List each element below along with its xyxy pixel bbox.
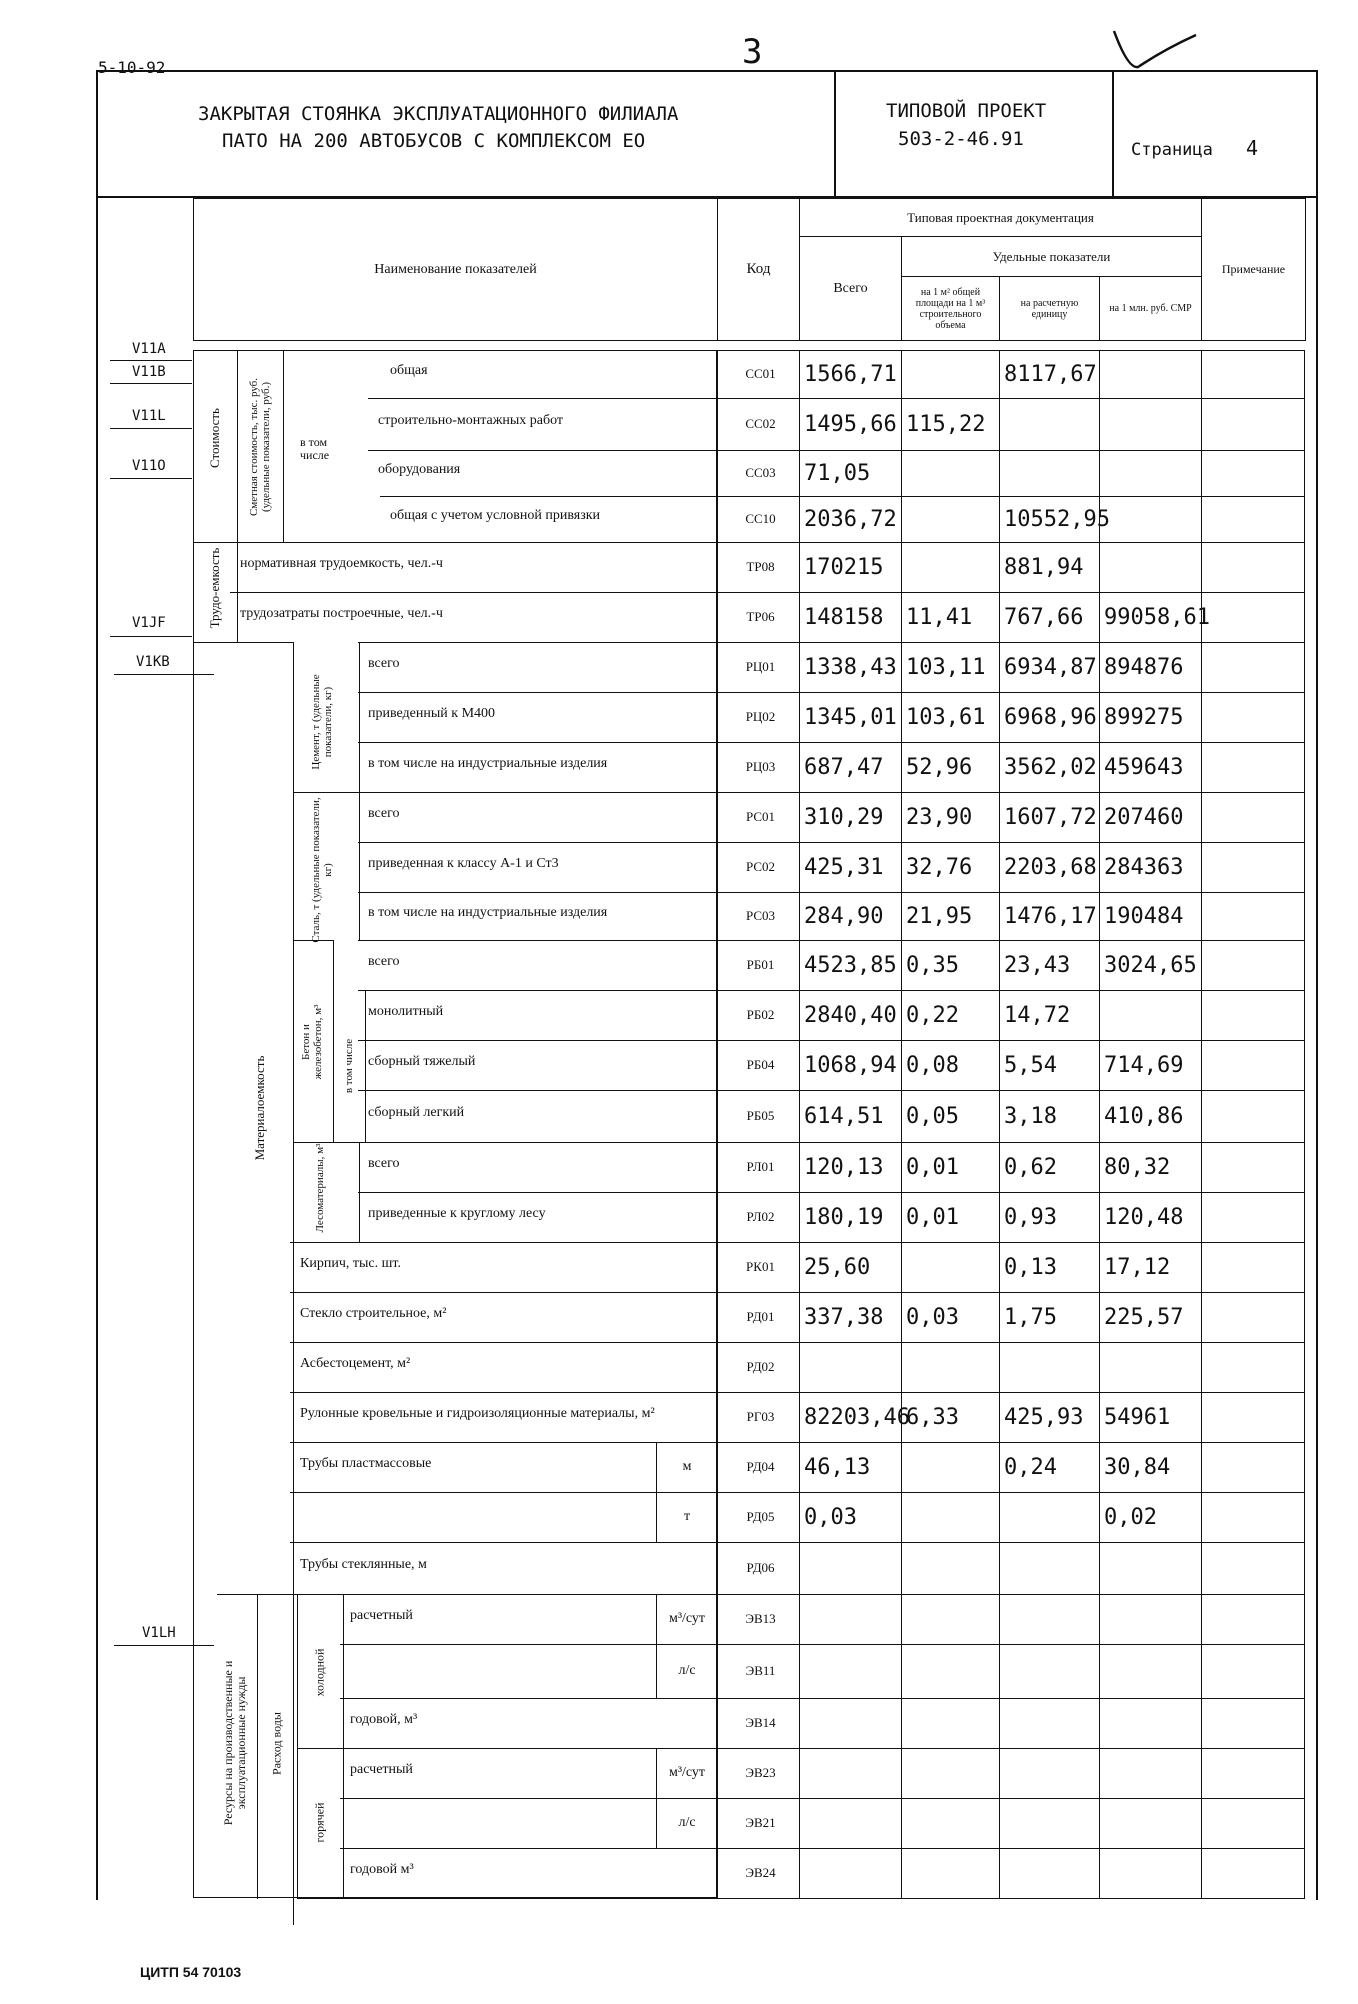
margin-label: V11O	[132, 458, 166, 474]
header-per-area: на 1 м² общей площади на 1 м³ строительного объема	[902, 277, 1000, 341]
cell-per-area	[901, 1748, 999, 1798]
page-label: Страница	[1131, 140, 1213, 160]
cell-code: ТР08	[717, 542, 799, 592]
cell-note	[1201, 1594, 1305, 1644]
cell-per-unit: 425,93	[999, 1392, 1099, 1442]
row-name: Стекло строительное, м²	[300, 1306, 447, 1321]
cell-per-area: 52,96	[901, 742, 999, 792]
cell-per-mln: 225,57	[1099, 1292, 1201, 1342]
cell-per-area	[901, 1798, 999, 1848]
cell-note	[1201, 1644, 1305, 1698]
cell-per-mln	[1099, 398, 1201, 450]
cell-per-mln	[1099, 350, 1201, 398]
cell-code: РЛ02	[717, 1192, 799, 1242]
cell-per-area	[901, 1242, 999, 1292]
cell-per-area: 0,03	[901, 1292, 999, 1342]
cell-per-mln: 284363	[1099, 842, 1201, 892]
cell-per-mln	[1099, 1342, 1201, 1392]
header-note: Примечание	[1202, 199, 1306, 341]
cell-code: РЛ01	[717, 1142, 799, 1192]
cell-per-unit: 8117,67	[999, 350, 1099, 398]
cell-per-area	[901, 350, 999, 398]
group-stal: Сталь, т (удельные показатели, кг)	[310, 797, 334, 943]
table-header	[193, 198, 1306, 341]
cell-note	[1201, 642, 1305, 692]
cell-note	[1201, 1748, 1305, 1798]
cell-per-area: 0,01	[901, 1142, 999, 1192]
row-name: общая с учетом условной привязки	[390, 508, 601, 523]
cell-code: СС10	[717, 496, 799, 542]
row-name: приведенная к классу А-1 и Ст3	[368, 856, 559, 871]
cell-per-unit	[999, 398, 1099, 450]
cell-total: 687,47	[799, 742, 901, 792]
cell-per-unit: 6968,96	[999, 692, 1099, 742]
cell-total	[799, 1644, 901, 1698]
row-name: в том числе на индустриальные изделия	[368, 756, 608, 771]
cell-per-mln: 0,02	[1099, 1492, 1201, 1542]
cell-code: ЭВ24	[717, 1848, 799, 1898]
cell-total: 25,60	[799, 1242, 901, 1292]
row-name: оборудования	[378, 462, 461, 477]
cell-note	[1201, 1242, 1305, 1292]
cell-total: 0,03	[799, 1492, 901, 1542]
cell-total: 1345,01	[799, 692, 901, 742]
cell-note	[1201, 1040, 1305, 1090]
cell-note	[1201, 1798, 1305, 1848]
cell-per-unit	[999, 1594, 1099, 1644]
cell-code: РС01	[717, 792, 799, 842]
cell-per-mln: 894876	[1099, 642, 1201, 692]
group-trudoemkost: Трудо-емкость	[207, 547, 222, 629]
cell-per-unit: 1476,17	[999, 892, 1099, 940]
cell-per-mln: 459643	[1099, 742, 1201, 792]
cell-note	[1201, 398, 1305, 450]
cell-per-unit: 10552,95	[999, 496, 1099, 542]
cell-per-area: 0,08	[901, 1040, 999, 1090]
cell-code: РБ05	[717, 1090, 799, 1142]
cell-per-unit: 0,24	[999, 1442, 1099, 1492]
cell-per-unit: 5,54	[999, 1040, 1099, 1090]
cell-note	[1201, 1142, 1305, 1192]
cell-per-mln	[1099, 1798, 1201, 1848]
cell-per-unit	[999, 1644, 1099, 1698]
cell-total: 2840,40	[799, 990, 901, 1040]
margin-label: V11B	[132, 364, 166, 380]
cell-total: 284,90	[799, 892, 901, 940]
cell-per-mln: 207460	[1099, 792, 1201, 842]
cell-note	[1201, 842, 1305, 892]
cell-code: ЭВ23	[717, 1748, 799, 1798]
footer-stamp: ЦИТП 54 70103	[140, 1964, 242, 1980]
cell-note	[1201, 1542, 1305, 1594]
header-per-mln: на 1 млн. руб. СМР	[1100, 277, 1202, 341]
cell-total: 425,31	[799, 842, 901, 892]
cell-code: ЭВ13	[717, 1594, 799, 1644]
cell-per-unit: 1607,72	[999, 792, 1099, 842]
cell-per-unit: 3562,02	[999, 742, 1099, 792]
row-name: Рулонные кровельные и гидроизоляционные материалы, м²	[300, 1406, 655, 1421]
row-name: в том числе на индустриальные изделия	[368, 905, 608, 920]
header-tpd: Типовая проектная документация	[800, 199, 1202, 237]
cell-per-unit	[999, 1492, 1099, 1542]
row-name: всего	[368, 806, 400, 821]
cell-per-mln	[1099, 450, 1201, 496]
cell-per-unit: 0,13	[999, 1242, 1099, 1292]
cell-per-unit: 767,66	[999, 592, 1099, 642]
cell-per-area: 0,35	[901, 940, 999, 990]
cell-per-mln	[1099, 1594, 1201, 1644]
cell-per-area: 11,41	[901, 592, 999, 642]
label-v-tom-chisle: в том числе	[300, 435, 330, 462]
cell-total	[799, 1748, 901, 1798]
cell-total	[799, 1698, 901, 1748]
cell-total: 310,29	[799, 792, 901, 842]
cell-total	[799, 1542, 901, 1594]
cell-per-mln: 190484	[1099, 892, 1201, 940]
cell-total: 1566,71	[799, 350, 901, 398]
cell-per-unit: 3,18	[999, 1090, 1099, 1142]
margin-label: V11L	[132, 408, 166, 424]
row-name: всего	[368, 656, 400, 671]
cell-per-unit	[999, 450, 1099, 496]
cell-code: РБ02	[717, 990, 799, 1040]
cell-per-unit: 0,62	[999, 1142, 1099, 1192]
cell-code: СС02	[717, 398, 799, 450]
cell-note	[1201, 1192, 1305, 1242]
margin-label: V1JF	[132, 615, 166, 631]
cell-code: ЭВ21	[717, 1798, 799, 1848]
cell-per-mln: 410,86	[1099, 1090, 1201, 1142]
row-name: Кирпич, тыс. шт.	[300, 1256, 401, 1271]
cell-per-area	[901, 450, 999, 496]
cell-total	[799, 1848, 901, 1898]
cell-code: РЦ01	[717, 642, 799, 692]
cell-per-mln	[1099, 542, 1201, 592]
cell-note	[1201, 496, 1305, 542]
group-stoimost: Стоимость	[207, 408, 222, 468]
cell-total: 120,13	[799, 1142, 901, 1192]
row-unit: м³/сут	[656, 1594, 717, 1644]
row-unit: л/с	[656, 1644, 717, 1698]
cell-per-area: 0,01	[901, 1192, 999, 1242]
cell-note	[1201, 892, 1305, 940]
cell-per-unit	[999, 1748, 1099, 1798]
cell-per-unit: 1,75	[999, 1292, 1099, 1342]
cell-code: ЭВ14	[717, 1698, 799, 1748]
margin-label: V1KB	[136, 654, 170, 670]
cell-total: 1495,66	[799, 398, 901, 450]
row-name: общая	[390, 363, 428, 378]
cell-per-area: 103,61	[901, 692, 999, 742]
row-name: расчетный	[350, 1608, 413, 1623]
cell-per-area: 0,22	[901, 990, 999, 1040]
cell-code: СС03	[717, 450, 799, 496]
cell-per-mln	[1099, 1542, 1201, 1594]
cell-note	[1201, 592, 1305, 642]
cell-per-mln	[1099, 1644, 1201, 1698]
cell-per-unit: 2203,68	[999, 842, 1099, 892]
row-unit: м³/сут	[656, 1748, 717, 1798]
cell-per-area: 0,05	[901, 1090, 999, 1142]
cell-per-unit	[999, 1798, 1099, 1848]
cell-note	[1201, 692, 1305, 742]
group-lesomat: Лесоматериалы, м³	[314, 1143, 326, 1233]
cell-note	[1201, 542, 1305, 592]
cell-per-area	[901, 1644, 999, 1698]
cell-note	[1201, 1392, 1305, 1442]
cell-total: 82203,46	[799, 1392, 901, 1442]
header-name-col: Наименование показателей	[194, 199, 718, 341]
cell-per-unit: 6934,87	[999, 642, 1099, 692]
cell-per-unit: 881,94	[999, 542, 1099, 592]
cell-per-unit	[999, 1848, 1099, 1898]
margin-label: V1LH	[142, 1625, 176, 1641]
row-name: нормативная трудоемкость, чел.-ч	[240, 556, 443, 571]
cell-per-area	[901, 1594, 999, 1644]
row-name: монолитный	[368, 1004, 444, 1019]
row-name: сборный тяжелый	[368, 1054, 476, 1069]
cell-total: 1068,94	[799, 1040, 901, 1090]
doc-title-line1: ЗАКРЫТАЯ СТОЯНКА ЭКСПЛУАТАЦИОННОГО ФИЛИАЛА	[198, 103, 679, 125]
cell-code: РД01	[717, 1292, 799, 1342]
cell-per-mln: 714,69	[1099, 1040, 1201, 1090]
cell-per-area: 23,90	[901, 792, 999, 842]
cell-per-area	[901, 1442, 999, 1492]
group-materialoemkost: Материалоемкость	[252, 1055, 267, 1161]
cell-per-mln: 99058,61	[1099, 592, 1201, 642]
cell-per-area	[901, 1342, 999, 1392]
header-specific: Удельные показатели	[902, 237, 1202, 277]
cell-per-area	[901, 496, 999, 542]
cell-total: 614,51	[799, 1090, 901, 1142]
cell-note	[1201, 1090, 1305, 1142]
cell-per-unit	[999, 1698, 1099, 1748]
cell-per-mln: 3024,65	[1099, 940, 1201, 990]
cell-note	[1201, 1848, 1305, 1898]
header-code-col: Код	[718, 199, 800, 341]
cell-per-area: 6,33	[901, 1392, 999, 1442]
cell-note	[1201, 1442, 1305, 1492]
row-name: годовой, м³	[350, 1712, 418, 1727]
cell-code: РД02	[717, 1342, 799, 1392]
row-name: всего	[368, 1156, 400, 1171]
row-name: всего	[368, 954, 400, 969]
cell-code: РС02	[717, 842, 799, 892]
cell-per-unit: 0,93	[999, 1192, 1099, 1242]
cell-total: 148158	[799, 592, 901, 642]
page-mark: 3	[742, 32, 763, 72]
cell-total: 1338,43	[799, 642, 901, 692]
cell-per-mln	[1099, 496, 1201, 542]
group-beton: Бетон и железобетон, м³	[300, 1004, 324, 1080]
cell-total: 170215	[799, 542, 901, 592]
cell-total	[799, 1594, 901, 1644]
cell-per-mln: 54961	[1099, 1392, 1201, 1442]
cell-code: РС03	[717, 892, 799, 940]
row-name: Трубы пластмассовые	[300, 1456, 432, 1471]
cell-code: РГ03	[717, 1392, 799, 1442]
cell-per-area: 32,76	[901, 842, 999, 892]
cell-note	[1201, 1292, 1305, 1342]
cell-per-area	[901, 542, 999, 592]
row-unit: м	[656, 1442, 717, 1492]
cell-code: ТР06	[717, 592, 799, 642]
group-cement: Цемент, т (удельные показатели, кг)	[310, 674, 334, 770]
cell-code: ЭВ11	[717, 1644, 799, 1698]
cell-per-mln: 30,84	[1099, 1442, 1201, 1492]
cell-code: РБ01	[717, 940, 799, 990]
cell-per-mln	[1099, 1748, 1201, 1798]
page-number: 4	[1246, 136, 1259, 160]
cell-code: РБ04	[717, 1040, 799, 1090]
cell-note	[1201, 1342, 1305, 1392]
group-goryachey: горячей	[312, 1802, 327, 1843]
row-name: годовой м³	[350, 1862, 414, 1877]
row-name: сборный легкий	[368, 1105, 465, 1120]
cell-code: СС01	[717, 350, 799, 398]
cell-per-area	[901, 1848, 999, 1898]
cell-per-mln: 899275	[1099, 692, 1201, 742]
cell-per-area	[901, 1542, 999, 1594]
cell-total: 2036,72	[799, 496, 901, 542]
cell-per-area	[901, 1698, 999, 1748]
row-name: Трубы стеклянные, м	[300, 1557, 427, 1572]
row-unit: л/с	[656, 1798, 717, 1848]
row-name: трудозатраты построечные, чел.-ч	[240, 606, 443, 621]
cell-total: 337,38	[799, 1292, 901, 1342]
cell-per-mln	[1099, 1698, 1201, 1748]
cell-total: 46,13	[799, 1442, 901, 1492]
cell-note	[1201, 940, 1305, 990]
cell-code: РД06	[717, 1542, 799, 1594]
cell-per-mln: 17,12	[1099, 1242, 1201, 1292]
cell-note	[1201, 990, 1305, 1040]
group-smetnaya: Сметная стоимость, тыс. руб. (удельные показатели, руб.)	[248, 377, 272, 517]
cell-per-mln: 120,48	[1099, 1192, 1201, 1242]
doc-title-line2: ПАТО НА 200 АВТОБУСОВ С КОМПЛЕКСОМ ЕО	[222, 130, 646, 152]
margin-label: V11A	[132, 341, 166, 357]
row-name: расчетный	[350, 1762, 413, 1777]
cell-per-area: 103,11	[901, 642, 999, 692]
cell-note	[1201, 742, 1305, 792]
project-label: ТИПОВОЙ ПРОЕКТ	[886, 100, 1047, 122]
cell-total: 180,19	[799, 1192, 901, 1242]
cell-total	[799, 1342, 901, 1392]
row-name: приведенный к М400	[368, 706, 496, 721]
cell-note	[1201, 792, 1305, 842]
row-name: Асбестоцемент, м²	[300, 1356, 411, 1371]
header-total: Всего	[800, 237, 902, 341]
group-resursy: Ресурсы на производственные и эксплуатационные нужды	[221, 1660, 248, 1826]
cell-note	[1201, 450, 1305, 496]
header-per-unit: на расчетную единицу	[1000, 277, 1100, 341]
row-name: строительно-монтажных работ	[378, 413, 564, 428]
cell-per-unit: 23,43	[999, 940, 1099, 990]
group-rashod: Расход воды	[269, 1712, 284, 1775]
cell-code: РЦ03	[717, 742, 799, 792]
check-mark-icon	[1110, 25, 1200, 73]
cell-per-unit	[999, 1342, 1099, 1392]
cell-note	[1201, 1492, 1305, 1542]
cell-note	[1201, 1698, 1305, 1748]
cell-per-mln	[1099, 1848, 1201, 1898]
row-unit: т	[656, 1492, 717, 1542]
group-holodnoy: холодной	[312, 1648, 327, 1697]
cell-per-area: 21,95	[901, 892, 999, 940]
cell-per-area	[901, 1492, 999, 1542]
cell-per-unit: 14,72	[999, 990, 1099, 1040]
cell-per-unit	[999, 1542, 1099, 1594]
group-beton-sub: в том числе	[343, 1038, 355, 1094]
cell-per-mln	[1099, 990, 1201, 1040]
row-name: приведенные к круглому лесу	[368, 1206, 546, 1221]
cell-per-area: 115,22	[901, 398, 999, 450]
cell-per-mln: 80,32	[1099, 1142, 1201, 1192]
date-stamp: 5-10-92	[98, 58, 166, 77]
cell-code: РЦ02	[717, 692, 799, 742]
cell-note	[1201, 350, 1305, 398]
cell-total: 71,05	[799, 450, 901, 496]
cell-code: РД04	[717, 1442, 799, 1492]
cell-total	[799, 1798, 901, 1848]
cell-code: РК01	[717, 1242, 799, 1292]
cell-code: РД05	[717, 1492, 799, 1542]
project-number: 503-2-46.91	[898, 128, 1024, 150]
cell-total: 4523,85	[799, 940, 901, 990]
